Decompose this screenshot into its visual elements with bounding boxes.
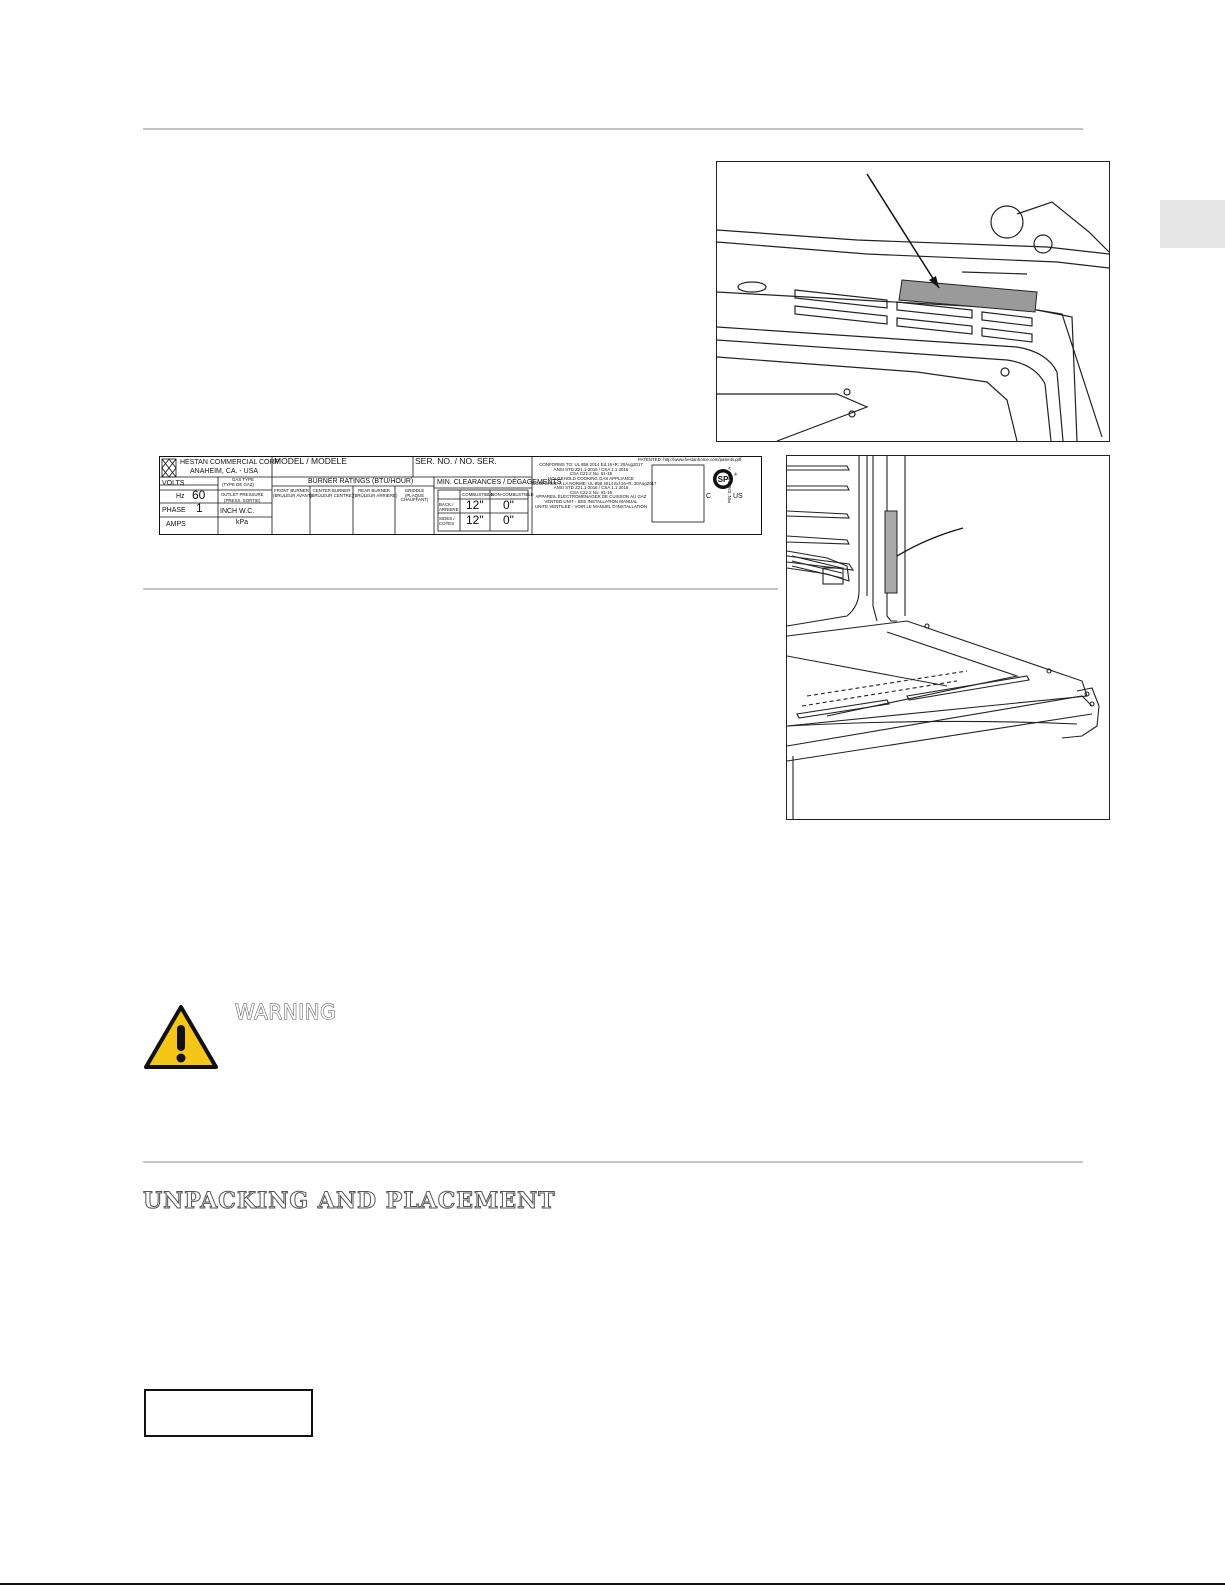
- plate-sides-combustible: 12": [466, 513, 484, 527]
- plate-outlet-pressure: OUTLET PRESSURE: [221, 492, 264, 497]
- plate-volts-label: VOLTS: [162, 480, 185, 487]
- oven-interior-illustration: [787, 456, 1109, 819]
- plate-back-combustible: 12": [466, 498, 484, 512]
- plate-burner-ratings: BURNER RATINGS (BTU/HOUR): [308, 478, 414, 485]
- plate-clearances-title: MIN. CLEARANCES / DÉGAGEMENTS: [437, 479, 562, 486]
- plate-inch-wc: INCH W.C.: [220, 508, 255, 515]
- plate-model-label: MODEL / MODELE: [274, 456, 347, 466]
- plate-serial-label: SER. NO. / NO. SER.: [415, 456, 497, 466]
- plate-phase-value: 1: [196, 501, 203, 515]
- plate-amps-label: AMPS: [166, 521, 186, 528]
- plate-sides-non-combustible: 0": [503, 513, 514, 527]
- plate-cert-block: CONFORMS TO: UL 858 2014 Ed.16+R: 30Aug2017 ANSI STD Z21.1-2016 / CSA 1.1 2016 CSA C22.2 No. 61-15 HOUSEHOLD COOKING GAS APPLIANCE CONFORME À LA NORME: UL 858 2014 Ed.16+R: 30Aug2017 ANSI STD Z21.1-2016 / CSA 1.1 2016 CSA C22.2 No. 61-15 APPAREIL ÉLECTROMENAGER DE CUISSON AU GAZ VENTED UNIT - SEE INSTALLATION MANUAL UNITE VENTILEE - VOIR LE MANUEL D'INSTALLATION: [532, 462, 657, 509]
- rating-plate: [159, 456, 762, 535]
- warning-triangle-icon: [143, 1003, 219, 1071]
- plate-part-number: P/N: 02627 REV A: [727, 466, 732, 503]
- rating-label-location-figure-top: [716, 161, 1110, 442]
- outlined-box: [144, 1389, 313, 1437]
- rating-label-location-figure-oven: [786, 455, 1110, 820]
- plate-patented: PATENTED: http://www.hestanhome.com/patents.pdf: [638, 457, 742, 462]
- plate-gas-type-2: (TYPE DE GAZ): [222, 482, 254, 487]
- range-top-illustration: [717, 162, 1109, 441]
- plate-kpa: kPa: [236, 519, 249, 526]
- chapter-tab: [1160, 200, 1225, 248]
- plate-outlet-pressure-fr: (PRESS. SORTIE): [224, 498, 261, 503]
- plate-sides-label: SIDES / COTES: [439, 516, 455, 526]
- plate-non-combustible-header: NON-COMBUSTIBLE: [491, 492, 534, 497]
- section-divider: [143, 1161, 1083, 1163]
- plate-combustible-header: COMBUSTIBLE: [462, 492, 494, 497]
- section-heading: UNPACKING AND PLACEMENT: [143, 1188, 556, 1214]
- plate-burner-front: FRONT BURNER (BRULEUR AVANT): [273, 488, 312, 498]
- plate-hz-label: Hz: [176, 493, 185, 500]
- plate-burner-center: CENTER BURNER (BRÛLEUR CENTRE): [310, 488, 354, 498]
- top-divider: [143, 128, 1083, 130]
- plate-back-non-combustible: 0": [503, 498, 514, 512]
- plate-gas-type-1: GAS TYPE: [232, 477, 254, 482]
- csa-c-mark: C: [706, 493, 712, 500]
- plate-burner-griddle: GRIDDLE (PLAQUE CHAUFFANT): [400, 488, 429, 503]
- svg-text:SP: SP: [717, 475, 729, 484]
- warning-title: WARNING: [235, 1000, 337, 1024]
- plate-back-label: BACK / ARRIERE: [439, 502, 459, 512]
- plate-company-line2: ANAHEIM, CA. - USA: [190, 468, 259, 475]
- plate-burner-rear: REAR BURNER (BRÛLEUR ARRIERE): [353, 488, 398, 498]
- plate-company-line1: HESTAN COMMERCIAL CORP: [180, 459, 280, 466]
- plate-phase-label: PHASE: [162, 507, 186, 514]
- middle-divider: [143, 588, 778, 590]
- plate-hz-value: 60: [192, 488, 206, 502]
- csa-registered-mark: ®: [734, 472, 738, 477]
- csa-us-mark: US: [733, 493, 743, 500]
